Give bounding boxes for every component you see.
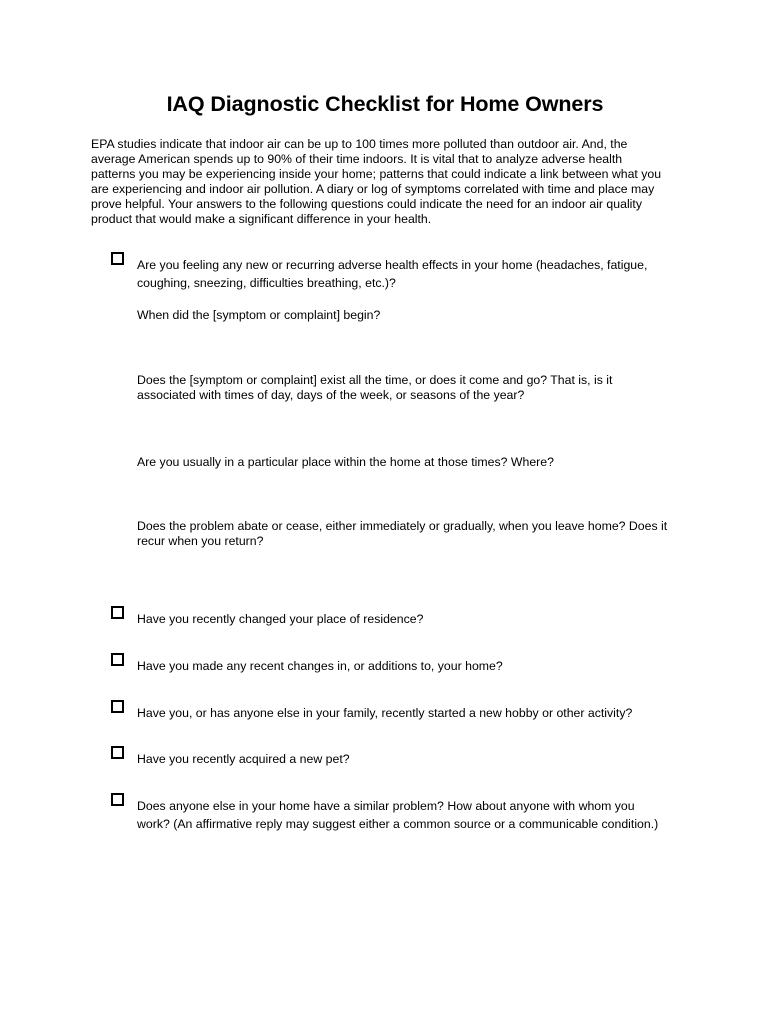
question-line: work? (An affirmative reply may suggest either a common source or a communicable condition.): [137, 817, 659, 831]
question-problem-abate: [137, 519, 697, 549]
question-line: When did the [symptom or complaint] begin?: [137, 308, 381, 322]
question-health-effects: [137, 256, 697, 292]
intro-line: product that would make a significant difference in your health.: [91, 212, 432, 226]
question-line: associated with times of day, days of the week, or seasons of the year?: [137, 388, 525, 402]
question-line: Are you usually in a particular place within the home at those times? Where?: [137, 455, 554, 469]
question-symptom-pattern: [137, 373, 697, 403]
intro-line: EPA studies indicate that indoor air can be up to 100 times more polluted than outdoor air. And, the: [91, 137, 628, 151]
question-particular-place: [137, 453, 697, 471]
intro-paragraph: [91, 137, 691, 227]
question-line: Have you made any recent changes in, or additions to, your home?: [137, 659, 503, 673]
checkbox-changed-residence[interactable]: [111, 606, 124, 619]
checkbox-new-pet[interactable]: [111, 746, 124, 759]
question-line: Have you, or has anyone else in your family, recently started a new hobby or other activity?: [137, 706, 633, 720]
intro-line: are experiencing and indoor air pollution. A diary or log of symptoms correlated with time and place may: [91, 182, 655, 196]
question-line: recur when you return?: [137, 534, 264, 548]
question-line: Does anyone else in your home have a similar problem? How about anyone with whom you: [137, 799, 635, 813]
question-similar-problem: [137, 797, 697, 833]
question-line: coughing, sneezing, difficulties breathing, etc.)?: [137, 276, 396, 290]
question-changed-residence: [137, 610, 697, 628]
question-line: Have you recently acquired a new pet?: [137, 752, 350, 766]
page-title: IAQ Diagnostic Checklist for Home Owners: [166, 92, 604, 116]
question-line: Have you recently changed your place of residence?: [137, 612, 424, 626]
intro-line: prove helpful. Your answers to the following questions could indicate the need for an indoor air quality: [91, 197, 642, 211]
intro-line: patterns you may be experiencing inside your home; patterns that could indicate a link between what you: [91, 167, 662, 181]
question-line: Does the [symptom or complaint] exist all the time, or does it come and go? That is, is it: [137, 373, 613, 387]
checkbox-similar-problem[interactable]: [111, 793, 124, 806]
question-new-pet: [137, 750, 697, 768]
checkbox-home-changes[interactable]: [111, 653, 124, 666]
question-new-hobby: [137, 704, 697, 722]
question-line: Does the problem abate or cease, either immediately or gradually, when you leave home? Does it: [137, 519, 668, 533]
question-symptom-begin: [137, 306, 697, 324]
question-home-changes: [137, 657, 697, 675]
question-line: Are you feeling any new or recurring adverse health effects in your home (headaches, fatigue,: [137, 258, 648, 272]
checkbox-health-effects[interactable]: [111, 252, 124, 265]
intro-line: average American spends up to 90% of their time indoors. It is vital that to analyze adverse health: [91, 152, 623, 166]
checkbox-new-hobby[interactable]: [111, 700, 124, 713]
